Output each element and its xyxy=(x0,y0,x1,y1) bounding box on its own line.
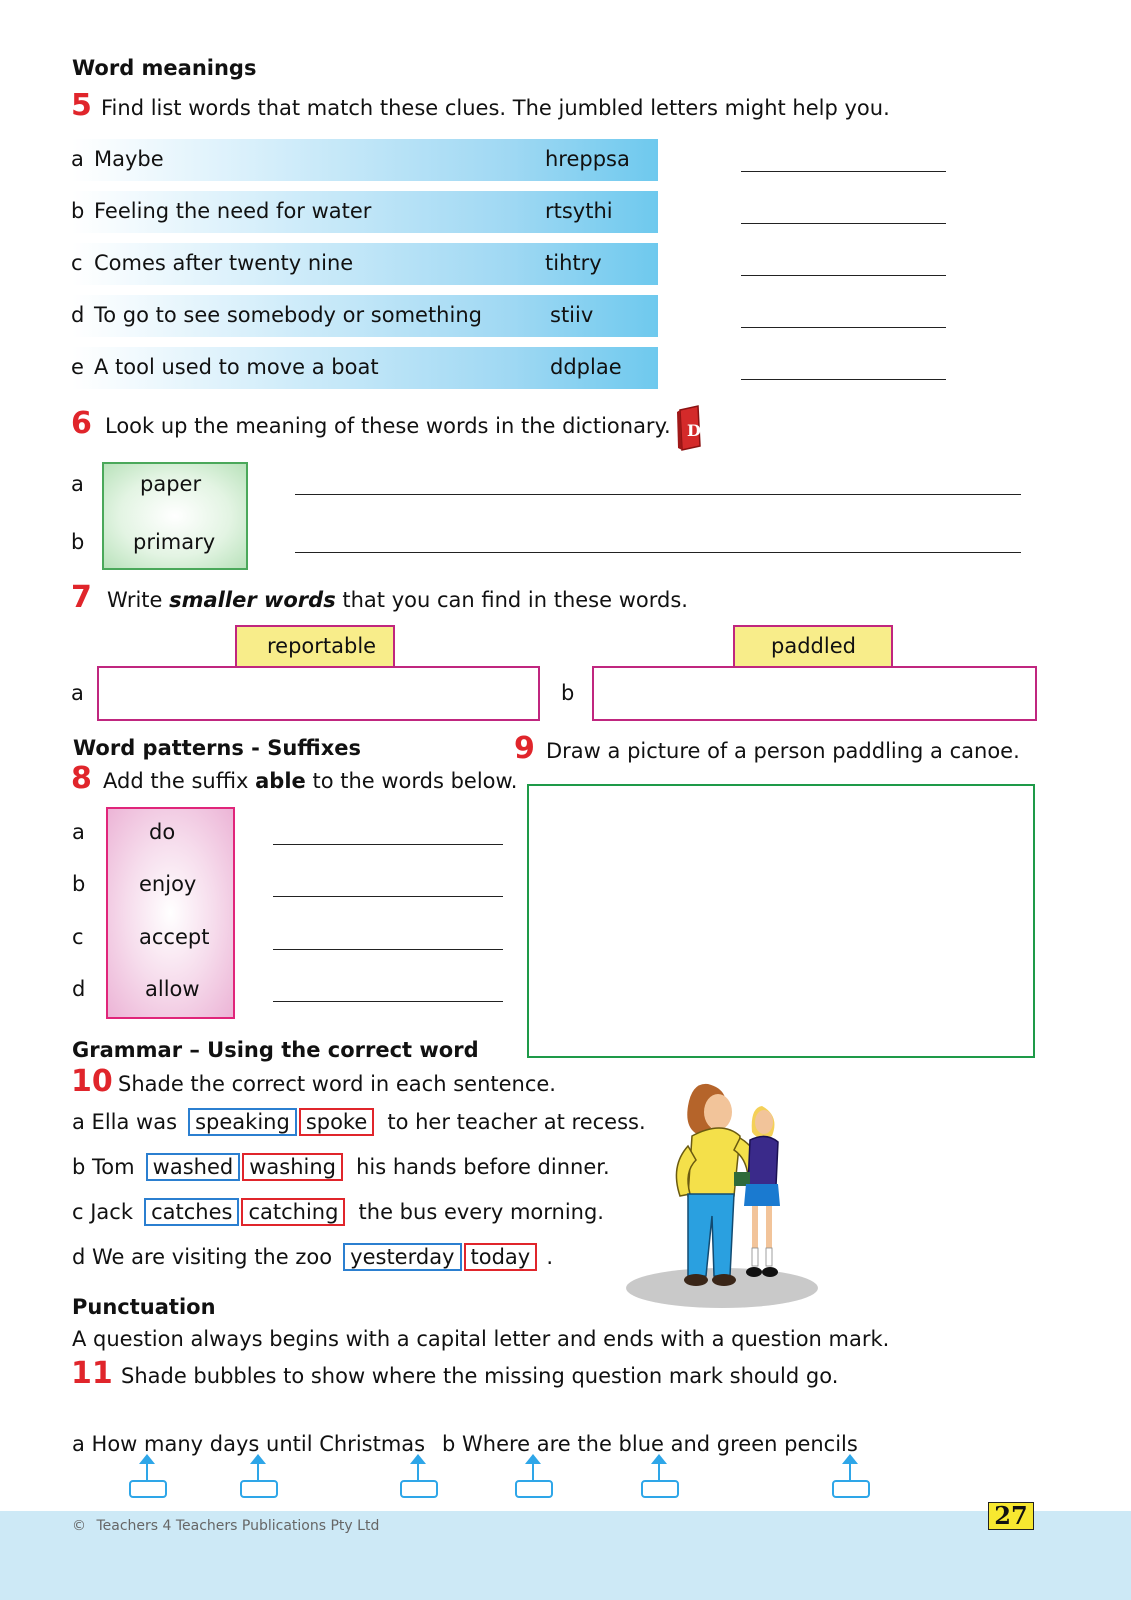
q5-letter: c xyxy=(71,251,83,275)
copyright xyxy=(72,1518,379,1534)
q10-sentence-b xyxy=(72,1155,610,1179)
q7-answer-box-a[interactable] xyxy=(97,666,540,721)
copyright-icon: © xyxy=(72,1518,86,1534)
q8-word: allow xyxy=(145,977,200,1001)
question-number-8: 8 xyxy=(71,761,92,796)
q10-a-option-1[interactable]: speaking xyxy=(188,1108,297,1136)
q5-answer-line[interactable] xyxy=(741,223,946,224)
q10-c-option-2[interactable]: catching xyxy=(241,1198,345,1226)
bubble-stem xyxy=(532,1462,534,1482)
q10-b-suffix: his hands before dinner. xyxy=(356,1155,610,1179)
q7-answer-box-b[interactable] xyxy=(592,666,1037,721)
q8-letter: b xyxy=(72,872,86,896)
q5-jumbled-letters: hreppsa xyxy=(545,147,630,171)
q7-word-b: paddled xyxy=(771,634,856,658)
q10-d-prefix: d We are visiting the zoo xyxy=(72,1245,333,1269)
q6-letter-b: b xyxy=(71,530,85,554)
q10-c-suffix: the bus every morning. xyxy=(358,1200,604,1224)
section-heading-word-meanings: Word meanings xyxy=(72,56,257,80)
q8-word: enjoy xyxy=(139,872,197,896)
answer-bubble[interactable] xyxy=(832,1480,870,1498)
q6-word-b: primary xyxy=(133,530,216,554)
answer-bubble[interactable] xyxy=(515,1480,553,1498)
punctuation-rule: A question always begins with a capital letter and ends with a question mark. xyxy=(72,1327,890,1351)
q5-answer-line[interactable] xyxy=(741,379,946,380)
q11-sentence-b: b Where are the blue and green pencils xyxy=(442,1432,858,1456)
question-number-7: 7 xyxy=(71,580,92,615)
q11-instruction: Shade bubbles to show where the missing question mark should go. xyxy=(121,1364,839,1388)
q10-instruction: Shade the correct word in each sentence. xyxy=(118,1072,556,1096)
bubble-stem xyxy=(417,1462,419,1482)
bubble-stem xyxy=(146,1462,148,1482)
q5-letter: a xyxy=(71,147,84,171)
q8-answer-line[interactable] xyxy=(273,1001,503,1002)
q5-answer-line[interactable] xyxy=(741,327,946,328)
q10-a-suffix: to her teacher at recess. xyxy=(387,1110,646,1134)
q10-c-prefix: c Jack xyxy=(72,1200,133,1224)
q6-letter-a: a xyxy=(71,472,84,496)
q8-word: do xyxy=(149,820,176,844)
answer-bubble[interactable] xyxy=(400,1480,438,1498)
question-number-9: 9 xyxy=(514,731,535,766)
q5-letter: b xyxy=(71,199,85,223)
q10-sentence-d xyxy=(72,1245,553,1269)
q5-clue: Feeling the need for water xyxy=(94,199,372,223)
q8-letter: d xyxy=(72,977,86,1001)
q10-d-option-1[interactable]: yesterday xyxy=(343,1243,461,1271)
q8-answer-line[interactable] xyxy=(273,949,503,950)
q10-b-option-1[interactable]: washed xyxy=(146,1153,241,1181)
teacher-student-illustration xyxy=(622,1076,822,1316)
q11-sentence-a: a How many days until Christmas xyxy=(72,1432,426,1456)
q5-answer-line[interactable] xyxy=(741,275,946,276)
q5-letter: e xyxy=(71,355,84,379)
q5-jumbled-letters: rtsythi xyxy=(545,199,613,223)
bubble-stem xyxy=(658,1462,660,1482)
q10-a-option-2[interactable]: spoke xyxy=(299,1108,374,1136)
answer-bubble[interactable] xyxy=(641,1480,679,1498)
q10-a-prefix: a Ella was xyxy=(72,1110,178,1134)
q6-answer-line-b[interactable] xyxy=(295,552,1021,553)
q10-b-prefix: b Tom xyxy=(72,1155,135,1179)
q7-instruction: Write smaller words that you can find in these words. xyxy=(107,588,688,612)
section-heading-grammar: Grammar – Using the correct word xyxy=(72,1038,479,1062)
q7-letter-a: a xyxy=(71,681,84,705)
q6-answer-line-a[interactable] xyxy=(295,494,1021,495)
bubble-stem xyxy=(257,1462,259,1482)
q5-letter: d xyxy=(71,303,85,327)
q5-jumbled-letters: tihtry xyxy=(545,251,602,275)
q8-answer-line[interactable] xyxy=(273,896,503,897)
dictionary-icon xyxy=(676,404,704,458)
q9-instruction: Draw a picture of a person paddling a canoe. xyxy=(546,739,1020,763)
copyright-text: Teachers 4 Teachers Publications Pty Ltd xyxy=(96,1518,380,1534)
bubble-stem xyxy=(849,1462,851,1482)
svg-text:D: D xyxy=(687,421,701,440)
q5-answer-line[interactable] xyxy=(741,171,946,172)
q6-word-a: paper xyxy=(140,472,202,496)
q5-instruction: Find list words that match these clues. The jumbled letters might help you. xyxy=(101,96,890,120)
q5-clue: To go to see somebody or something xyxy=(94,303,482,327)
q8-word: accept xyxy=(139,925,210,949)
answer-bubble[interactable] xyxy=(129,1480,167,1498)
question-number-6: 6 xyxy=(71,406,92,441)
q10-d-option-2[interactable]: today xyxy=(464,1243,538,1271)
q8-letter: c xyxy=(72,925,84,949)
q5-clue: Maybe xyxy=(94,147,164,171)
q10-d-suffix: . xyxy=(546,1245,553,1269)
q10-sentence-c xyxy=(72,1200,604,1224)
q8-instruction: Add the suffix able to the words below. xyxy=(103,769,518,793)
question-number-5: 5 xyxy=(71,88,92,123)
question-number-10: 10 xyxy=(71,1064,113,1099)
q5-clue: A tool used to move a boat xyxy=(94,355,379,379)
q10-b-option-2[interactable]: washing xyxy=(242,1153,343,1181)
q5-jumbled-letters: ddplae xyxy=(550,355,622,379)
q8-answer-line[interactable] xyxy=(273,844,503,845)
q5-jumbled-letters: stiiv xyxy=(550,303,594,327)
q8-letter: a xyxy=(72,820,85,844)
q10-sentence-a xyxy=(72,1110,646,1134)
q10-c-option-1[interactable]: catches xyxy=(144,1198,239,1226)
page-number: 27 xyxy=(988,1502,1034,1530)
question-number-11: 11 xyxy=(71,1356,113,1391)
answer-bubble[interactable] xyxy=(240,1480,278,1498)
q6-instruction: Look up the meaning of these words in the dictionary. xyxy=(105,414,671,438)
q9-drawing-box[interactable] xyxy=(527,784,1035,1058)
q7-word-a: reportable xyxy=(267,634,377,658)
q7-letter-b: b xyxy=(561,681,575,705)
section-heading-suffixes: Word patterns - Suffixes xyxy=(73,736,361,760)
q5-clue: Comes after twenty nine xyxy=(94,251,354,275)
section-heading-punctuation: Punctuation xyxy=(72,1295,216,1319)
